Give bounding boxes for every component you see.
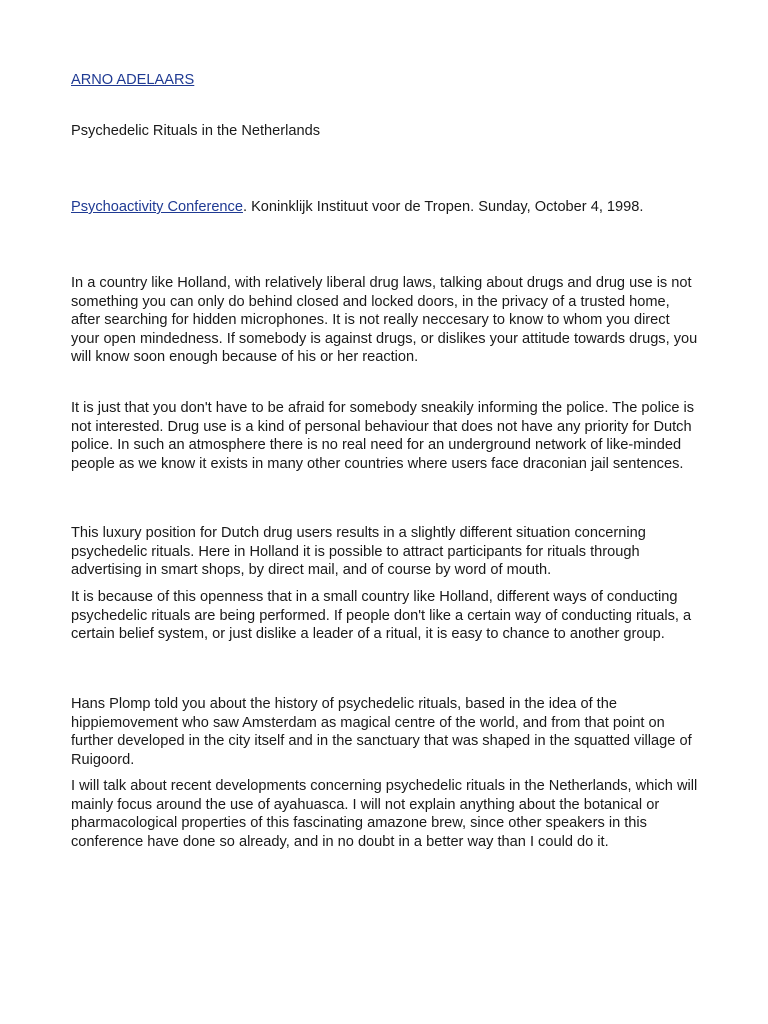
paragraph: In a country like Holland, with relatively liberal drug laws, talking about drugs and drug use is not something you can only do behind closed and locked doors, in the privacy of a trusted home, after searching for hidden microphones. It is not really neccesary to know to whom you direct your open mindedness. If somebody is against drugs, or dislikes your attitude towards drugs, you will know soon enough because of his or her reaction. [71,275,698,366]
paragraph: This luxury position for Dutch drug users results in a slightly different situation concerning psychedelic rituals. Here in Holland it is possible to attract participants for rituals through advertising in smart shops, by direct mail, and of course by word of mouth. [71,525,646,579]
paragraph: It is just that you don't have to be afraid for somebody sneakily informing the police. The police is not interested. Drug use is a kind of personal behaviour that does not have any priority for Dutch police. In such an atmosphere there is no real need for an underground network of like-minded people as we know it exists in many other countries where users face draconian jail sentences. [71,400,695,472]
conference-details: . Koninklijk Instituut voor de Tropen. Sunday, October 4, 1998. [242,199,644,215]
paragraph: It is because of this openness that in a small country like Holland, different ways of conducting psychedelic rituals are being performed. If people don't like a certain way of conducting rituals, a certain belief system, or just dislike a leader of a ritual, it is easy to chance to another group. [71,589,692,643]
conference-line [71,198,643,217]
author-link[interactable]: ARNO ADELAARS [71,72,195,88]
paragraph: I will talk about recent developments concerning psychedelic rituals in the Netherlands, which will mainly focus around the use of ayahuasca. I will not explain anything about the botanical or pharmacological properties of this fascinating amazone brew, since other speakers in this conference have done so already, and in no doubt in a better way than I could do it. [71,778,698,850]
document-title: Psychedelic Rituals in the Netherlands [71,123,321,139]
paragraph: Hans Plomp told you about the history of psychedelic rituals, based in the idea of the hippiemovement who saw Amsterdam as magical centre of the world, and from that point on further developed in the city itself and in the sanctuary that was shaped in the squatted village of Ruigoord. [71,696,692,768]
conference-link[interactable]: Psychoactivity Conference [71,199,243,215]
